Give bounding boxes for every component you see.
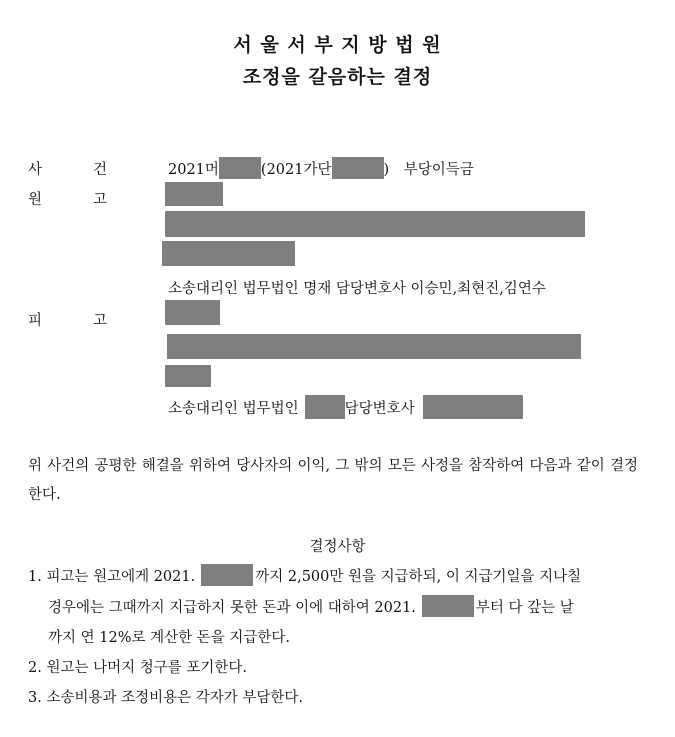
plaintiff-label-2: 고 — [93, 192, 108, 208]
case-name: 부당이득금 — [403, 162, 474, 178]
case-label-2: 건 — [93, 162, 108, 178]
redaction-payment-date — [201, 564, 253, 586]
defendant-counsel-prefix: 소송대리인 법무법인 — [168, 401, 299, 417]
decision-item-2: 2. 원고는 나머지 청구를 포기한다. — [28, 660, 247, 676]
decision-item-1-line-2 — [48, 596, 574, 617]
decision-heading: 결정사항 — [309, 539, 366, 555]
redaction-related-case — [332, 157, 384, 179]
redaction-plaintiff-address — [165, 211, 585, 237]
decision-item-1-line-3: 까지 연 12%로 계산한 돈을 지급한다. — [48, 630, 290, 646]
case-label-1: 사 — [28, 162, 43, 178]
defendant-counsel — [168, 397, 523, 419]
court-name: 서 울 서 부 지 방 법 원 — [233, 34, 442, 56]
plaintiff-counsel: 소송대리인 법무법인 명재 담당변호사 이승민,최현진,김연수 — [168, 281, 546, 297]
defendant-counsel-middle: 담당변호사 — [344, 401, 415, 417]
item1-text-a: 1. 피고는 원고에게 2021. — [28, 569, 196, 585]
decision-item-1-line-1 — [28, 565, 581, 586]
item1-text-c: 경우에는 그때까지 지급하지 못한 돈과 이에 대하여 2021. — [48, 600, 416, 616]
redaction-defendant-attorney — [423, 395, 523, 419]
redaction-defendant-address-2 — [165, 365, 211, 387]
redaction-defendant-name — [165, 300, 220, 325]
plaintiff-label-1: 원 — [28, 192, 43, 208]
defendant-label-1: 피 — [28, 313, 43, 329]
redaction-plaintiff-address-2 — [162, 241, 295, 266]
redaction-defendant-address — [167, 334, 581, 359]
decision-item-3: 3. 소송비용과 조정비용은 각자가 부담한다. — [28, 690, 303, 706]
item1-text-d: 부터 다 갚는 날 — [475, 600, 574, 616]
redaction-case-number — [219, 157, 261, 179]
case-number — [168, 158, 474, 179]
redaction-defendant-firm — [305, 395, 345, 419]
related-case-prefix: (2021가단 — [260, 162, 332, 178]
case-number-prefix: 2021머 — [168, 162, 219, 178]
related-case-suffix: ) — [383, 162, 390, 178]
redaction-plaintiff-name — [165, 182, 223, 206]
redaction-interest-date — [422, 595, 474, 617]
defendant-label-2: 고 — [93, 313, 108, 329]
preamble-paragraph: 위 사건의 공평한 해결을 위하여 당사자의 이익, 그 밖의 모든 사정을 참작하여 다음과 같이 결정한다. — [28, 458, 638, 503]
document-title: 조정을 갈음하는 결정 — [242, 66, 433, 88]
item1-text-b: 까지 2,500만 원을 지급하되, 이 지급기일을 지나칠 — [255, 569, 582, 585]
